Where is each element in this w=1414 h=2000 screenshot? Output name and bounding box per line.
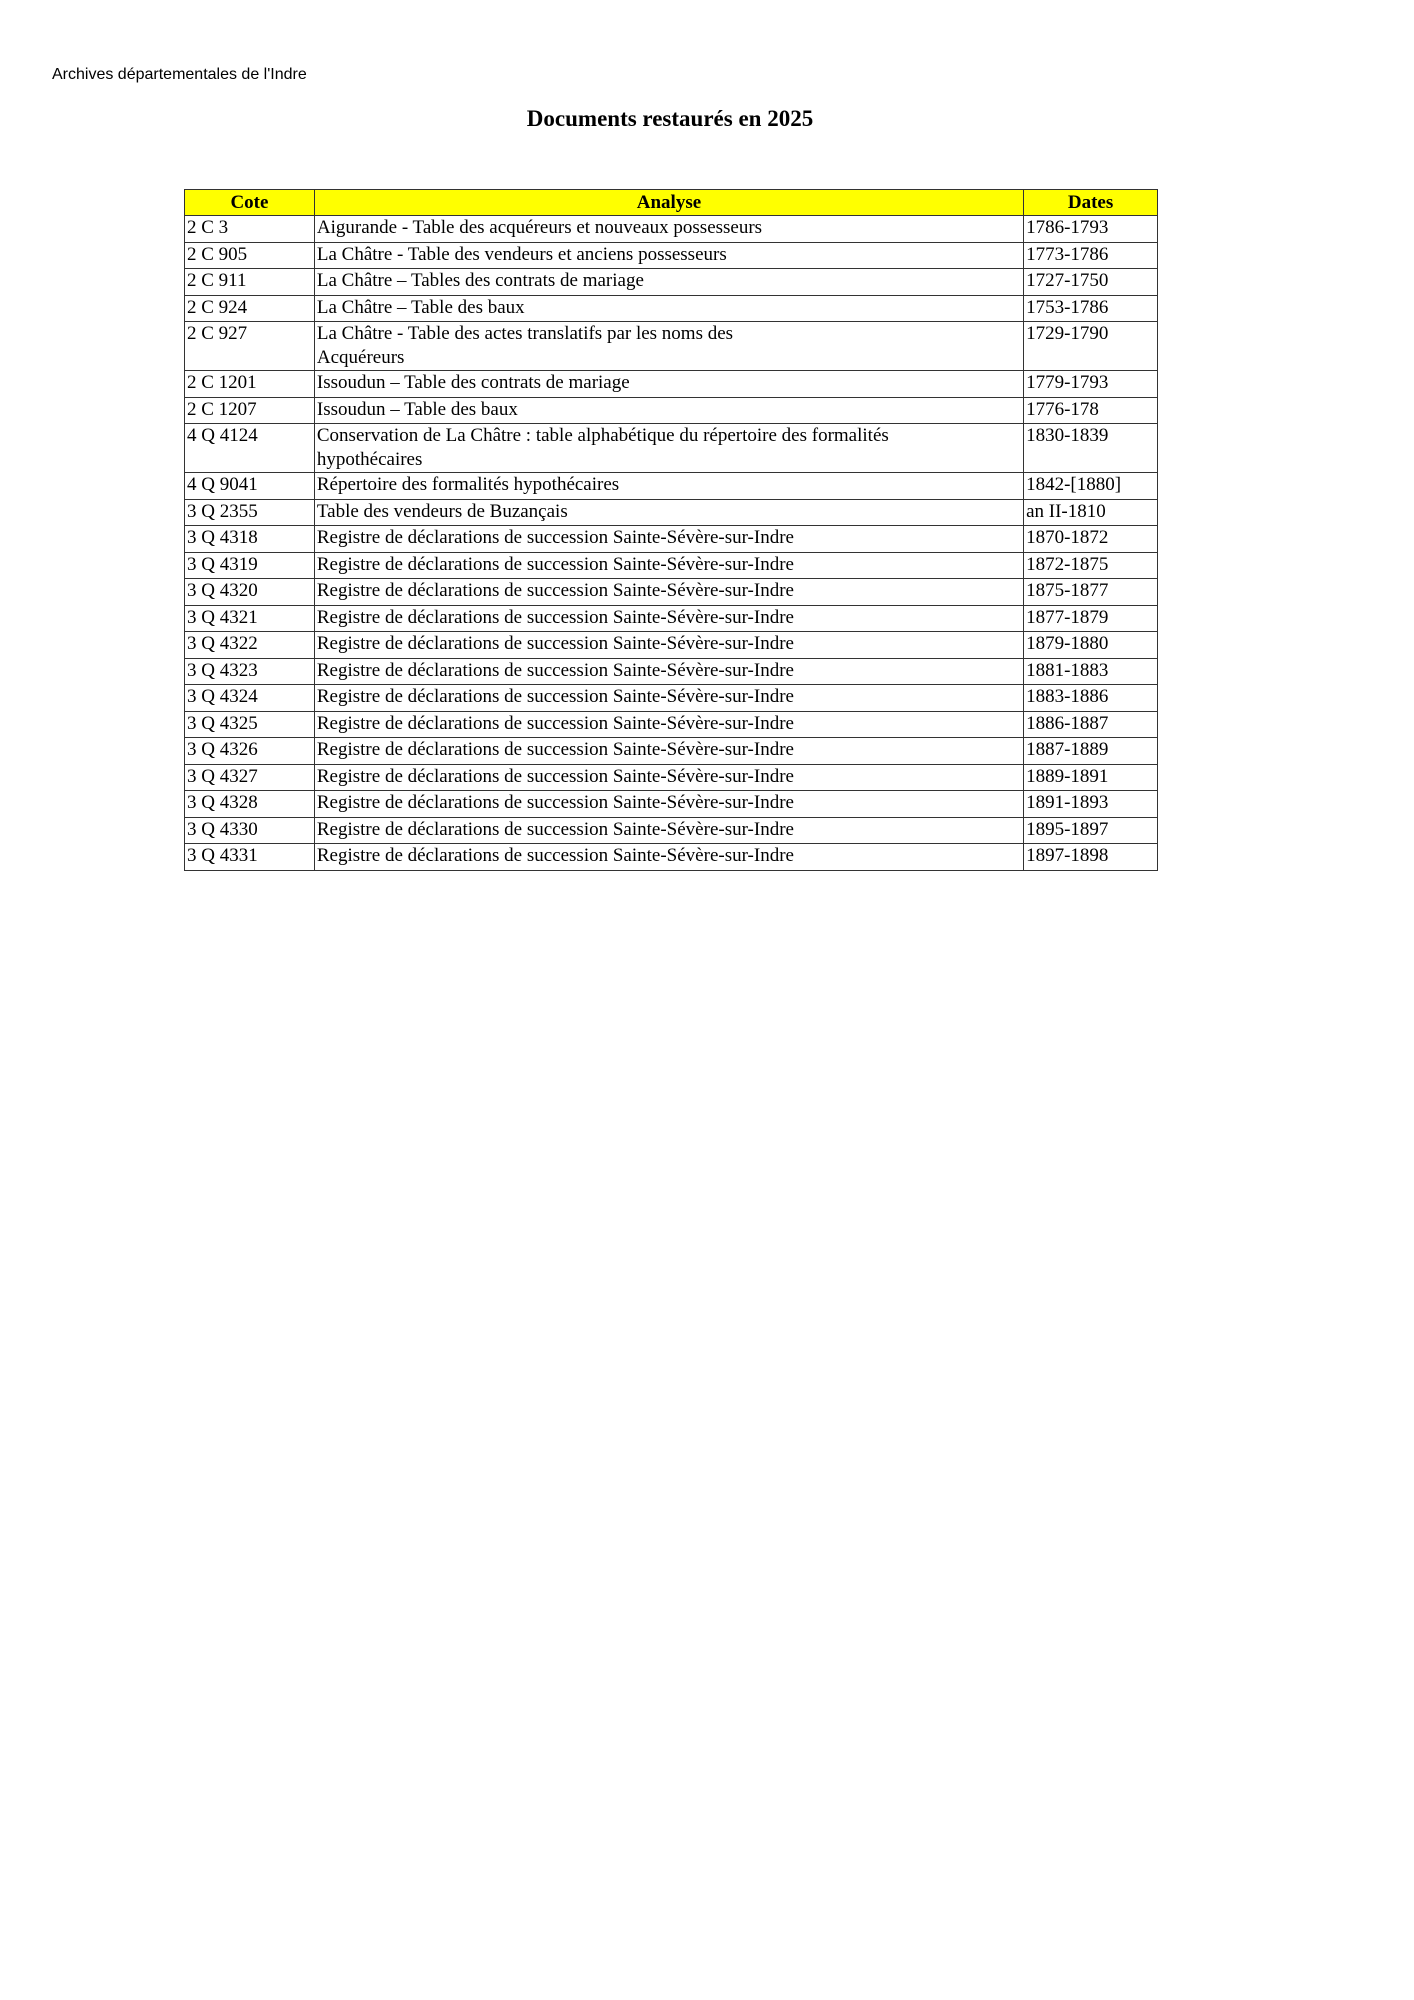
analyse-cell: Registre de déclarations de succession Sainte-Sévère-sur-Indre xyxy=(314,685,1023,712)
table-row xyxy=(185,764,1158,791)
cote-cell: 2 C 911 xyxy=(185,269,315,296)
analyse-cell: Aigurande - Table des acquéreurs et nouveaux possesseurs xyxy=(314,216,1023,243)
dates-cell: 1773-1786 xyxy=(1024,242,1158,269)
cote-cell: 3 Q 2355 xyxy=(185,499,315,526)
cote-cell: 3 Q 4324 xyxy=(185,685,315,712)
document-title: Documents restaurés en 2025 xyxy=(526,106,814,131)
table-row xyxy=(185,371,1158,398)
table-row xyxy=(185,552,1158,579)
cote-cell: 3 Q 4323 xyxy=(185,658,315,685)
analyse-line: hypothécaires xyxy=(316,449,423,470)
dates-cell: 1842-[1880] xyxy=(1024,473,1158,500)
dates-cell: 1887-1889 xyxy=(1024,738,1158,765)
table-row xyxy=(185,685,1158,712)
table-row xyxy=(185,295,1158,322)
cote-cell: 3 Q 4327 xyxy=(185,764,315,791)
table-row xyxy=(185,817,1158,844)
cote-cell: 3 Q 4319 xyxy=(185,552,315,579)
cote-cell: 4 Q 4124 xyxy=(185,424,315,473)
dates-cell: 1879-1880 xyxy=(1024,632,1158,659)
page-header: Archives départementales de l'Indre xyxy=(52,66,307,83)
column-header-analyse: Analyse xyxy=(314,190,1023,216)
analyse-cell xyxy=(314,322,1023,371)
documents-table xyxy=(184,189,1158,871)
analyse-cell: Registre de déclarations de succession Sainte-Sévère-sur-Indre xyxy=(314,817,1023,844)
analyse-cell: Registre de déclarations de succession Sainte-Sévère-sur-Indre xyxy=(314,764,1023,791)
dates-cell: 1897-1898 xyxy=(1024,844,1158,871)
analyse-cell: Table des vendeurs de Buzançais xyxy=(314,499,1023,526)
analyse-cell: Registre de déclarations de succession Sainte-Sévère-sur-Indre xyxy=(314,605,1023,632)
dates-cell: 1881-1883 xyxy=(1024,658,1158,685)
table-row xyxy=(185,711,1158,738)
cote-cell: 2 C 1207 xyxy=(185,397,315,424)
cote-cell: 3 Q 4328 xyxy=(185,791,315,818)
table-row xyxy=(185,658,1158,685)
table-row xyxy=(185,499,1158,526)
dates-cell: 1729-1790 xyxy=(1024,322,1158,371)
dates-cell: an II-1810 xyxy=(1024,499,1158,526)
analyse-cell: Issoudun – Table des contrats de mariage xyxy=(314,371,1023,398)
cote-cell: 3 Q 4320 xyxy=(185,579,315,606)
dates-cell: 1753-1786 xyxy=(1024,295,1158,322)
table-row xyxy=(185,473,1158,500)
table-header-row xyxy=(185,190,1158,216)
dates-cell: 1779-1793 xyxy=(1024,371,1158,398)
analyse-cell: Issoudun – Table des baux xyxy=(314,397,1023,424)
analyse-cell: La Châtre – Table des baux xyxy=(314,295,1023,322)
table-row xyxy=(185,424,1158,473)
cote-cell: 2 C 924 xyxy=(185,295,315,322)
cote-cell: 2 C 905 xyxy=(185,242,315,269)
dates-cell: 1872-1875 xyxy=(1024,552,1158,579)
analyse-cell: Registre de déclarations de succession Sainte-Sévère-sur-Indre xyxy=(314,791,1023,818)
analyse-cell: La Châtre - Table des vendeurs et anciens possesseurs xyxy=(314,242,1023,269)
cote-cell: 3 Q 4318 xyxy=(185,526,315,553)
cote-cell: 3 Q 4325 xyxy=(185,711,315,738)
dates-cell: 1889-1891 xyxy=(1024,764,1158,791)
table-row xyxy=(185,526,1158,553)
analyse-cell: Registre de déclarations de succession Sainte-Sévère-sur-Indre xyxy=(314,658,1023,685)
cote-cell: 3 Q 4321 xyxy=(185,605,315,632)
table-row xyxy=(185,605,1158,632)
dates-cell: 1883-1886 xyxy=(1024,685,1158,712)
analyse-cell: Registre de déclarations de succession Sainte-Sévère-sur-Indre xyxy=(314,711,1023,738)
table-row xyxy=(185,738,1158,765)
dates-cell: 1786-1793 xyxy=(1024,216,1158,243)
table-row xyxy=(185,579,1158,606)
dates-cell: 1886-1887 xyxy=(1024,711,1158,738)
analyse-cell: Registre de déclarations de succession Sainte-Sévère-sur-Indre xyxy=(314,632,1023,659)
cote-cell: 2 C 3 xyxy=(185,216,315,243)
analyse-cell: Répertoire des formalités hypothécaires xyxy=(314,473,1023,500)
cote-cell: 3 Q 4331 xyxy=(185,844,315,871)
cote-cell: 2 C 927 xyxy=(185,322,315,371)
analyse-cell: Registre de déclarations de succession Sainte-Sévère-sur-Indre xyxy=(314,552,1023,579)
dates-cell: 1875-1877 xyxy=(1024,579,1158,606)
dates-cell: 1877-1879 xyxy=(1024,605,1158,632)
analyse-cell: La Châtre – Tables des contrats de mariage xyxy=(314,269,1023,296)
analyse-cell: Registre de déclarations de succession Sainte-Sévère-sur-Indre xyxy=(314,738,1023,765)
analyse-line: La Châtre - Table des actes translatifs par les noms des xyxy=(316,323,734,344)
cote-cell: 3 Q 4322 xyxy=(185,632,315,659)
analyse-line: Conservation de La Châtre : table alphabétique du répertoire des formalités xyxy=(316,425,889,446)
table-row xyxy=(185,632,1158,659)
analyse-cell xyxy=(314,424,1023,473)
dates-cell: 1830-1839 xyxy=(1024,424,1158,473)
analyse-cell: Registre de déclarations de succession Sainte-Sévère-sur-Indre xyxy=(314,844,1023,871)
analyse-cell: Registre de déclarations de succession Sainte-Sévère-sur-Indre xyxy=(314,579,1023,606)
analyse-cell: Registre de déclarations de succession Sainte-Sévère-sur-Indre xyxy=(314,526,1023,553)
dates-cell: 1776-178 xyxy=(1024,397,1158,424)
dates-cell: 1870-1872 xyxy=(1024,526,1158,553)
table-row xyxy=(185,269,1158,296)
cote-cell: 4 Q 9041 xyxy=(185,473,315,500)
cote-cell: 3 Q 4330 xyxy=(185,817,315,844)
analyse-line: Acquéreurs xyxy=(316,347,405,368)
table-row xyxy=(185,397,1158,424)
column-header-dates: Dates xyxy=(1024,190,1158,216)
table-row xyxy=(185,791,1158,818)
dates-cell: 1891-1893 xyxy=(1024,791,1158,818)
dates-cell: 1895-1897 xyxy=(1024,817,1158,844)
table-row xyxy=(185,322,1158,371)
table-row xyxy=(185,242,1158,269)
table-row xyxy=(185,216,1158,243)
column-header-cote: Cote xyxy=(185,190,315,216)
cote-cell: 2 C 1201 xyxy=(185,371,315,398)
dates-cell: 1727-1750 xyxy=(1024,269,1158,296)
cote-cell: 3 Q 4326 xyxy=(185,738,315,765)
table-row xyxy=(185,844,1158,871)
